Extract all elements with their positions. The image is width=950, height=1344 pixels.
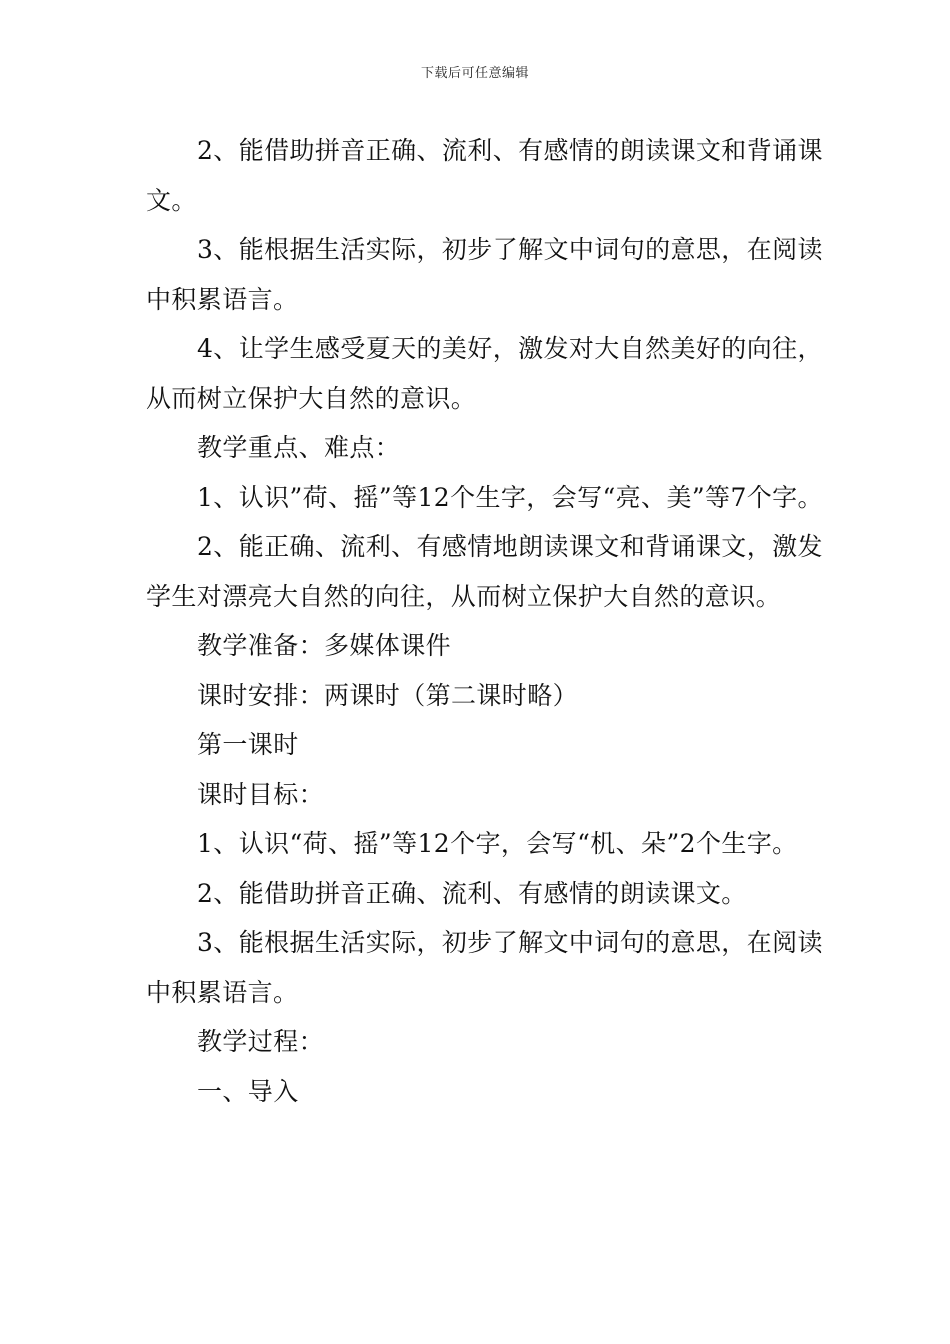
paragraph-goal-1: 1、认识“荷、摇”等12个字，会写“机、朵”2个生字。 — [197, 829, 798, 858]
paragraph-objective-2: 2、能借助拼音正确、流利、有感情的朗读课文和背诵课文。 — [146, 136, 823, 215]
heading-introduction: 一、导入 — [197, 1076, 299, 1106]
paragraph-key-point-1: 1、认识”荷、摇”等12个生字，会写“亮、美”等7个字。 — [197, 482, 823, 512]
heading-key-points: 教学重点、难点： — [197, 433, 401, 462]
paragraph-goal-3: 3、能根据生活实际，初步了解文中词句的意思，在阅读中积累语言。 — [146, 928, 823, 1007]
paragraph-preparation: 教学准备：多媒体课件 — [197, 631, 452, 660]
paragraph-schedule: 课时安排：两课时（第二课时略） — [197, 680, 579, 710]
document-body — [146, 126, 826, 1116]
heading-teaching-process: 教学过程： — [197, 1027, 325, 1056]
heading-lesson-goals: 课时目标： — [197, 779, 325, 809]
paragraph-goal-2: 2、能借助拼音正确、流利、有感情的朗读课文。 — [197, 878, 747, 908]
paragraph-objective-4: 4、让学生感受夏天的美好，激发对大自然美好的向往，从而树立保护大自然的意识。 — [146, 334, 823, 413]
page-header: 下载后可任意编辑 — [420, 66, 529, 81]
paragraph-key-point-2: 2、能正确、流利、有感情地朗读课文和背诵课文，激发学生对漂亮大自然的向往，从而树立保护大自然的意识。 — [146, 532, 823, 611]
heading-first-lesson: 第一课时 — [197, 730, 299, 759]
paragraph-objective-3: 3、能根据生活实际，初步了解文中词句的意思，在阅读中积累语言。 — [146, 235, 823, 314]
